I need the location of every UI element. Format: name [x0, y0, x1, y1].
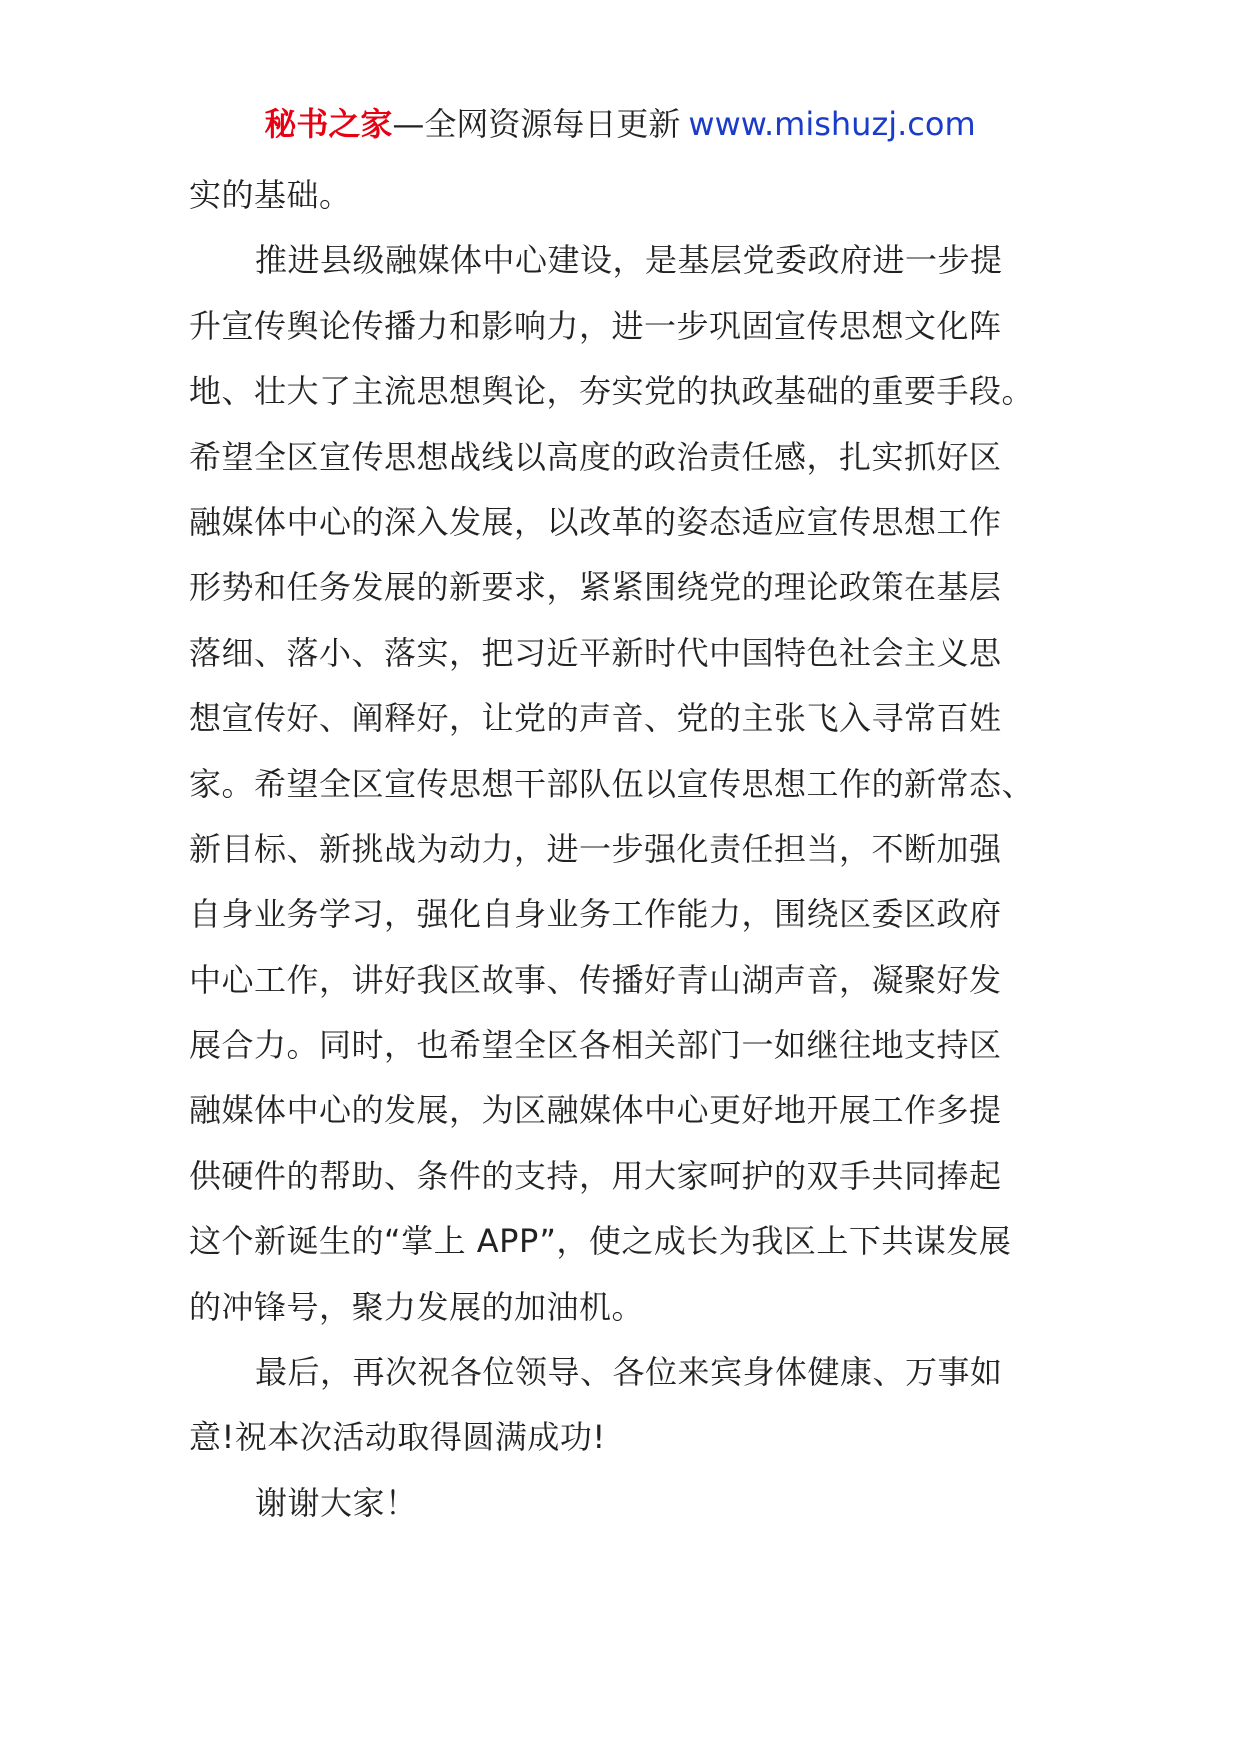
text-line: 展合力。同时，也希望全区各相关部门一如继往地支持区 — [189, 1026, 1002, 1065]
text-line: 想宣传好、阐释好，让党的声音、党的主张飞入寻常百姓 — [189, 699, 1002, 738]
text-line: 的冲锋号，聚力发展的加油机。 — [189, 1287, 645, 1326]
text-line: 希望全区宣传思想战线以高度的政治责任感，扎实抓好区 — [189, 437, 1002, 476]
text-line: 升宣传舆论传播力和影响力，进一步巩固宣传思想文化阵 — [189, 306, 1002, 345]
website-link[interactable]: www.mishuzj.com — [688, 105, 976, 143]
text-line: 意!祝本次活动取得圆满成功! — [189, 1418, 606, 1457]
paragraph-start: 推进县级融媒体中心建设，是基层党委政府进一步提 — [255, 241, 1003, 280]
text-line: 实的基础。 — [189, 176, 352, 214]
text-line: 自身业务学习，强化自身业务工作能力，围绕区委区政府 — [189, 895, 1002, 934]
text-line: 融媒体中心的深入发展，以改革的姿态适应宣传思想工作 — [189, 502, 1002, 541]
text-line: 这个新诞生的“掌上 APP”，使之成长为我区上下共谋发展 — [189, 1222, 1012, 1261]
text-line: 地、壮大了主流思想舆论，夯实党的执政基础的重要手段。 — [189, 372, 1035, 411]
closing-line: 谢谢大家！ — [255, 1483, 418, 1522]
text-line: 家。希望全区宣传思想干部队伍以宣传思想工作的新常态、 — [189, 764, 1035, 803]
page-header — [0, 100, 1240, 148]
text-line: 中心工作，讲好我区故事、传播好青山湖声音，凝聚好发 — [189, 960, 1002, 999]
document-body — [189, 163, 1069, 1536]
brand-name: 秘书之家 — [264, 105, 393, 143]
text-line: 落细、落小、落实，把习近平新时代中国特色社会主义思 — [189, 633, 1002, 672]
paragraph-start: 最后，再次祝各位领导、各位来宾身体健康、万事如 — [255, 1353, 1003, 1392]
text-line: 供硬件的帮助、条件的支持，用大家呵护的双手共同捧起 — [189, 1156, 1002, 1195]
text-line: 新目标、新挑战为动力，进一步强化责任担当，不断加强 — [189, 829, 1002, 868]
text-line: 融媒体中心的发展，为区融媒体中心更好地开展工作多提 — [189, 1091, 1002, 1130]
text-line: 形势和任务发展的新要求，紧紧围绕党的理论政策在基层 — [189, 568, 1002, 607]
header-tagline: —全网资源每日更新 — [392, 105, 681, 143]
